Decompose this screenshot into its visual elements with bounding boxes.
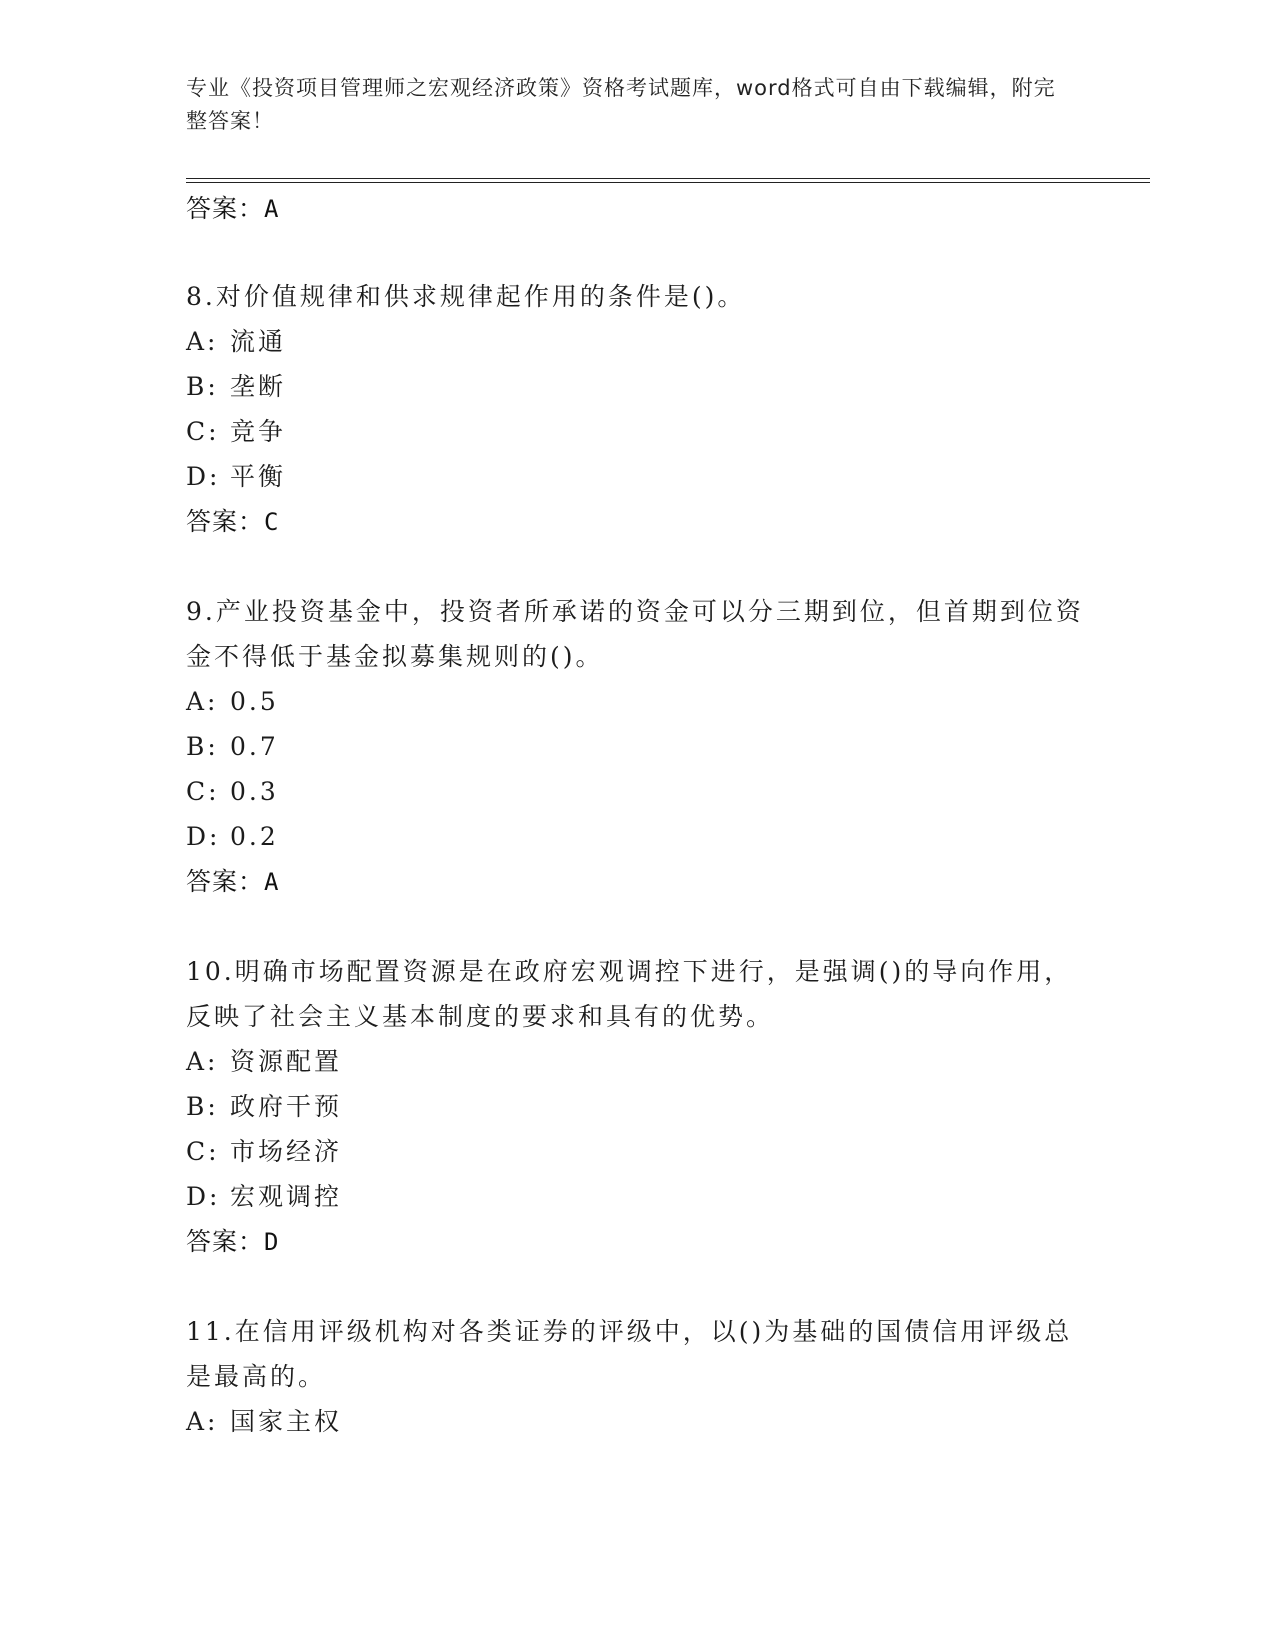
answer-label: 答案：: [186, 194, 265, 223]
question-item: [186, 589, 1086, 905]
option-a: [186, 679, 1086, 724]
option-letter: D:: [186, 462, 221, 491]
question-text: 9.产业投资基金中，投资者所承诺的资金可以分三期到位，但首期到位资金不得低于基金拟募集规则的()。: [186, 597, 1084, 671]
option-text: 0.7: [230, 732, 279, 761]
option-c: [186, 409, 1086, 454]
option-letter: A:: [186, 1047, 219, 1076]
option-text: 平衡: [230, 462, 287, 491]
option-letter: A:: [186, 327, 219, 356]
answer-line: [186, 1219, 1086, 1265]
option-a: [186, 319, 1086, 364]
option-letter: B:: [186, 372, 219, 401]
answer-label: 答案：: [186, 1227, 265, 1256]
header-divider: [186, 178, 1150, 183]
answer-value: C: [264, 508, 280, 536]
option-text: 国家主权: [230, 1407, 343, 1436]
option-c: [186, 769, 1086, 814]
option-d: [186, 1174, 1086, 1219]
option-text: 0.5: [230, 687, 279, 716]
option-b: [186, 1084, 1086, 1129]
option-text: 市场经济: [230, 1137, 343, 1166]
option-a: [186, 1399, 1086, 1444]
option-letter: C:: [186, 417, 220, 446]
option-a: [186, 1039, 1086, 1084]
option-text: 竞争: [230, 417, 287, 446]
option-text: 宏观调控: [230, 1182, 343, 1211]
question-text: 8.对价值规律和供求规律起作用的条件是()。: [186, 282, 746, 311]
answer-label: 答案：: [186, 507, 265, 536]
option-letter: B:: [186, 732, 219, 761]
answer-label: 答案：: [186, 867, 265, 896]
option-text: 0.2: [230, 822, 279, 851]
option-text: 政府干预: [230, 1092, 343, 1121]
option-text: 0.3: [230, 777, 279, 806]
answer-line: [186, 499, 1086, 545]
option-b: [186, 724, 1086, 769]
question-list: [186, 186, 1086, 1444]
option-letter: B:: [186, 1092, 219, 1121]
option-letter: C:: [186, 777, 220, 806]
option-b: [186, 364, 1086, 409]
answer-line: [186, 859, 1086, 905]
option-letter: C:: [186, 1137, 220, 1166]
option-c: [186, 1129, 1086, 1174]
option-d: [186, 454, 1086, 499]
answer-value: A: [264, 195, 280, 223]
option-text: 流通: [230, 327, 287, 356]
option-letter: D:: [186, 822, 221, 851]
question-text: 10.明确市场配置资源是在政府宏观调控下进行，是强调()的导向作用，反映了社会主义基本制度的要求和具有的优势。: [186, 957, 1073, 1031]
answer-line: [186, 186, 1086, 232]
question-text: 11.在信用评级机构对各类证券的评级中，以()为基础的国债信用评级总是最高的。: [186, 1317, 1073, 1391]
option-letter: D:: [186, 1182, 221, 1211]
option-text: 资源配置: [230, 1047, 343, 1076]
question-item: [186, 949, 1086, 1265]
option-text: 垄断: [230, 372, 287, 401]
header-note: 专业《投资项目管理师之宏观经济政策》资格考试题库，word格式可自由下载编辑，附完整答案！: [186, 76, 1056, 133]
option-d: [186, 814, 1086, 859]
question-item: [186, 274, 1086, 545]
option-letter: A:: [186, 687, 219, 716]
answer-value: D: [264, 1228, 280, 1256]
answer-value: A: [264, 868, 280, 896]
question-item: [186, 1309, 1086, 1444]
option-letter: A:: [186, 1407, 219, 1436]
